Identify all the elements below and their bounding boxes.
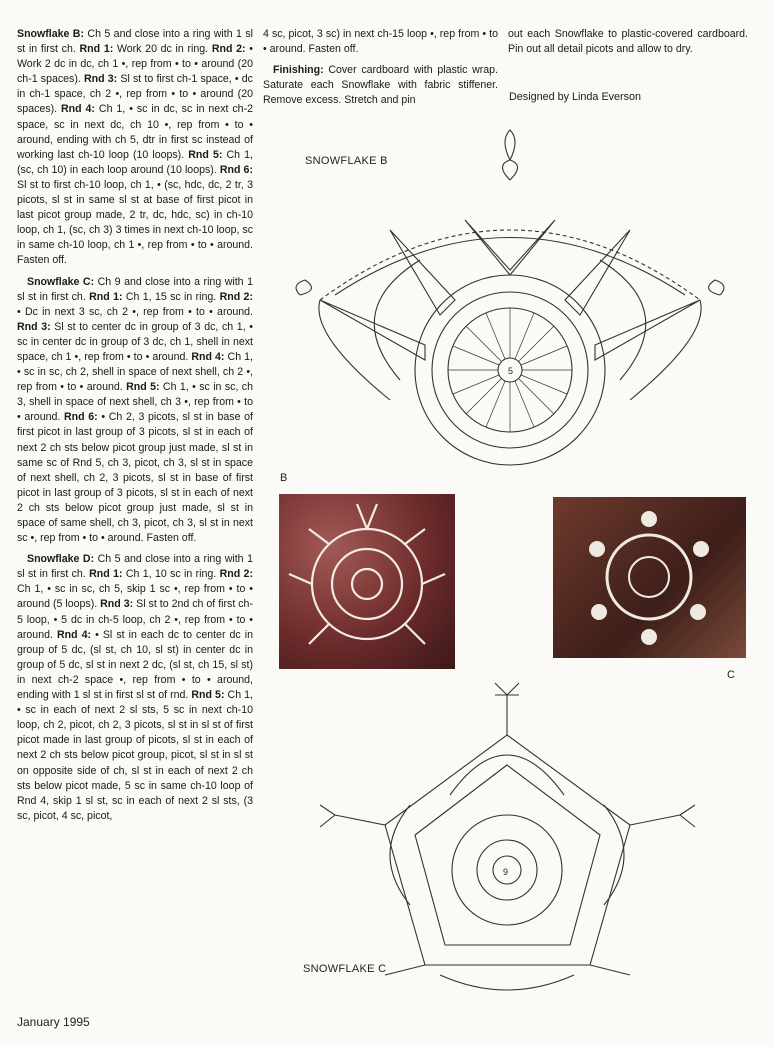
photo-c-label: C xyxy=(727,669,736,681)
column-1 xyxy=(17,27,253,830)
snowflake-c-heading: Snowflake C: xyxy=(27,275,95,288)
snowflake-c-instructions: Snowflake C: Ch 9 and close into a ring with 1 sl st in first ch. Rnd 1: Ch 1, 15 sc in ring. Rnd 2: • Dc in next 3 sc, ch 2 •, rep from • to • around. Rnd 3: Sl st to center dc in group of 3 dc, ch 1, • sc in center dc in group of 3 dc, ch 1, shell in next space, ch 1 •, rep from • to • around. Rnd 4: Ch 1, • sc in sc, ch 2, shell in space of next shell, ch 2 •, rep from • to • around. Rnd 5: Ch 1, • sc in sc, ch 3, shell in space of next shell, ch 3 •, rep from • to • around. Rnd 6: • Ch 2, 3 picots, sl st in base of first picot in last group of 3 picots, sl st in each of next 2 ch sts below picot group just made, sl st in same sc of Rnd 5, ch 3, picot, ch 3, sl st in space of next shell, ch 2, 3 picots, sl st in base of first picot in last group of 3 picots, sl st in each of next 2 ch sts below picot group just made, sl st in space of same shell, ch 3, picot, ch 3, sl st in next sc •, rep from • to • around. Fasten off. xyxy=(17,275,253,545)
snowflake-d-heading: Snowflake D: xyxy=(27,553,95,566)
snowflake-d-instructions: Snowflake D: Ch 5 and close into a ring with 1 sl st in first ch. Rnd 1: Ch 1, 10 sc in ring. Rnd 2: Ch 1, • sc in sc, ch 5, skip 1 sc •, rep from • to • around (5 loops). Rnd 3: Sl st to 2nd ch of first ch-5 loop, • 5 dc in ch-5 loop, ch 2 •, rep from • to • around. Rnd 4: • Sl st in each dc to center dc in group of 5 dc, (sl st, ch 10, sl st) in center dc in group of 5 dc, sl st in next 2 dc, (sl st, ch 15, sl st) in next ch-2 space •, rep from • to • around, ending with 1 sl st in first sl st of rnd. Rnd 5: Ch 1, • sc in each of next 2 sl sts, 5 sc in next ch-10 loop, ch 2, picot, ch 2, 3 picots, sl st in sl st of first picot made in last group of picots, sl st in each of next 2 ch sts below picot group, picot, sl st in sl st on opposite side of ch, sl st in each of next 2 ch sts below picot made, 5 sc in same ch-10 loop of Rnd 4, skip 1 sl st, sc in each of next 2 sl sts, (3 sc, picot, 4 sc, picot, xyxy=(17,553,253,822)
snowflake-b-heading: Snowflake B: xyxy=(17,28,84,40)
photo-b-label: B xyxy=(280,472,288,484)
snowflake-c-photo xyxy=(553,497,746,658)
svg-text:9: 9 xyxy=(503,867,509,877)
page-footer: January 1995 xyxy=(17,1015,90,1029)
finishing-continued: out each Snowflake to plastic-covered cardboard. Pin out all detail picots and allow to dry. xyxy=(508,28,748,56)
designer-credit: Designed by Linda Everson xyxy=(509,91,642,103)
continued-text: 4 sc, picot, 3 sc) in next ch-15 loop •, rep from • to • around. Fasten off. xyxy=(263,28,498,56)
snowflake-b-diagram xyxy=(280,120,740,490)
snowflake-b-label: SNOWFLAKE B xyxy=(305,155,388,167)
snowflake-b-photo xyxy=(279,494,455,669)
snowflake-c-diagram xyxy=(290,675,725,1005)
finishing-instructions: Finishing: Cover cardboard with plastic wrap. Saturate each Snowflake with fabric stiffener. Remove excess. Stretch and pin xyxy=(263,64,498,107)
svg-text:5: 5 xyxy=(508,366,514,376)
column-3 xyxy=(508,27,748,63)
column-2 xyxy=(263,27,498,114)
snowflake-b-instructions: Snowflake B: Ch 5 and close into a ring with 1 sl st in first ch. Rnd 1: Work 20 dc in ring. Rnd 2: • Work 2 dc in dc, ch 1 •, rep from • to • around (20 ch-1 spaces). Rnd 3: Sl st to first ch-1 space, • dc in ch-1 space, ch 2 •, rep from • to • around (20 spaces). Rnd 4: Ch 1, • sc in dc, sc in next ch-2 space, sc in next dc, ch 10 •, rep from • to • around, ending with ch 5, dtr in first sc instead of working last ch-10 loop (10 loops). Rnd 5: Ch 1, (sc, ch 10) in each loop around (10 loops). Rnd 6: Sl st to first ch-10 loop, ch 1, • (sc, hdc, dc, 2 tr, 3 picots, sl st in same sl st at base of first picot in last picot group made, 2 tr, dc, hdc, sc) in ch-10 loop, ch 1, (sc, ch 3) 3 times in next ch-10 loop, sc in same ch-10 loop, ch 1 •, rep from • to • around. Fasten off. xyxy=(17,28,253,267)
snowflake-c-label: SNOWFLAKE C xyxy=(303,963,387,975)
